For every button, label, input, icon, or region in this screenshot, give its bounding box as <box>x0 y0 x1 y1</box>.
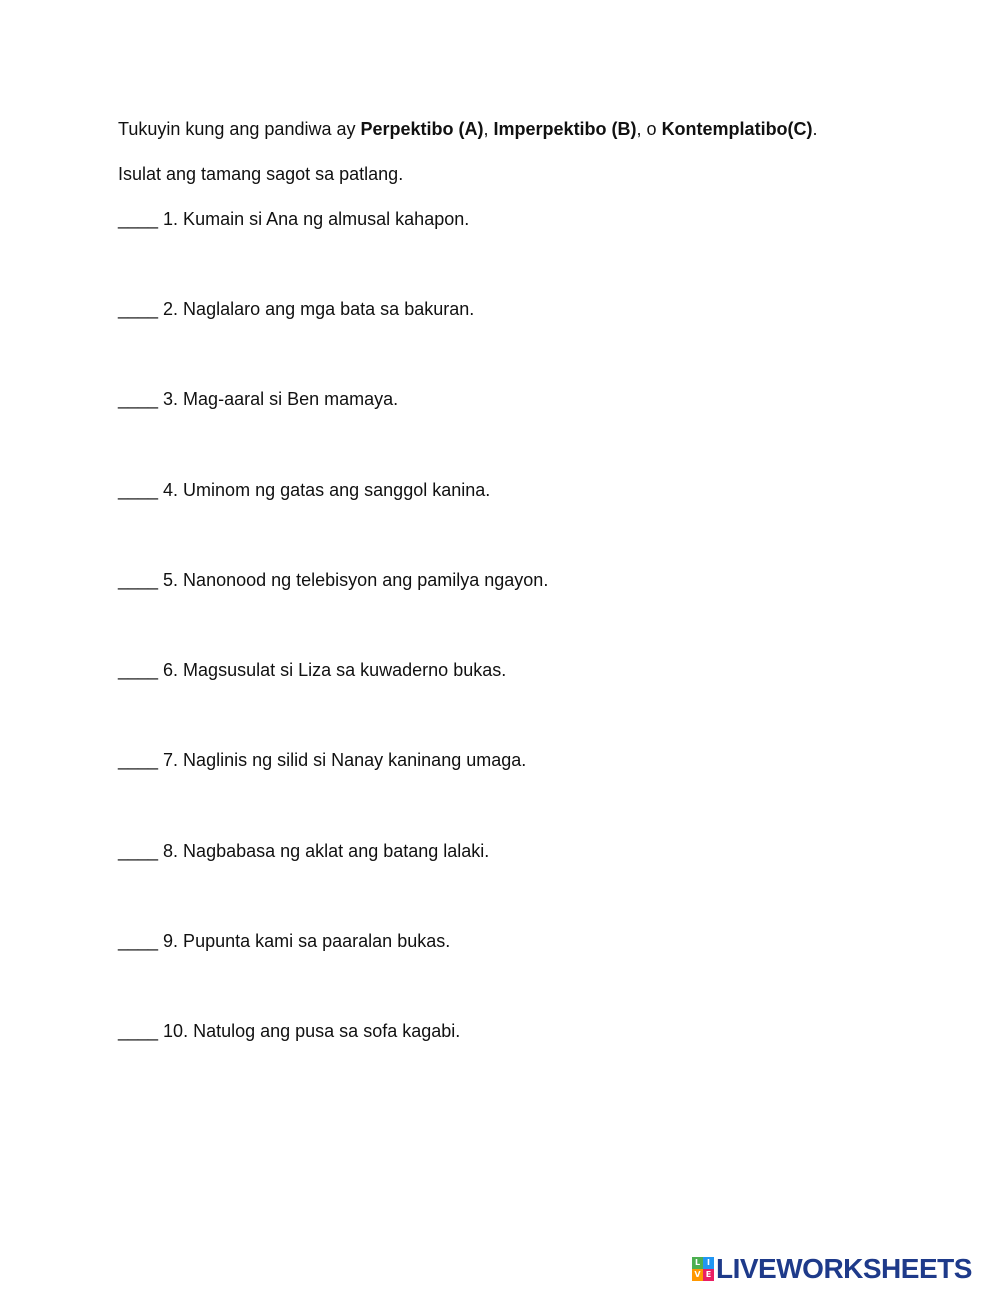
question-item-9: ____ 9. Pupunta kami sa paaralan bukas. <box>118 931 451 951</box>
question-item-2: ____ 2. Naglalaro ang mga bata sa bakuran. <box>118 299 475 319</box>
instruction-suffix: . <box>812 119 818 139</box>
instruction-separator-1: , <box>483 119 494 139</box>
option-b-label: Imperpektibo (B) <box>493 119 637 139</box>
question-item-10: ____ 10. Natulog ang pusa sa sofa kagabi. <box>118 1021 461 1041</box>
logo-icon-cell: E <box>703 1269 714 1281</box>
liveworksheets-logo-icon <box>692 1257 714 1281</box>
logo-icon-cell: I <box>703 1257 714 1269</box>
option-a-label: Perpektibo (A) <box>360 119 484 139</box>
logo-icon-cell: V <box>692 1269 703 1281</box>
sub-instruction: Isulat ang tamang sagot sa patlang. <box>118 164 404 184</box>
question-item-1: ____ 1. Kumain si Ana ng almusal kahapon. <box>118 209 470 229</box>
logo-icon-cell: L <box>692 1257 703 1269</box>
instruction-separator-2: , o <box>636 119 662 139</box>
question-item-3: ____ 3. Mag-aaral si Ben mamaya. <box>118 389 399 409</box>
option-c-label: Kontemplatibo(C) <box>661 119 813 139</box>
question-item-6: ____ 6. Magsusulat si Liza sa kuwaderno bukas. <box>118 660 507 680</box>
question-item-7: ____ 7. Naglinis ng silid si Nanay kaninang umaga. <box>118 750 527 770</box>
liveworksheets-logo <box>692 1254 972 1284</box>
instruction-prefix: Tukuyin kung ang pandiwa ay <box>118 119 361 139</box>
question-item-8: ____ 8. Nagbabasa ng aklat ang batang lalaki. <box>118 841 490 861</box>
logo-text: LIVEWORKSHEETS <box>716 1253 972 1284</box>
question-item-5: ____ 5. Nanonood ng telebisyon ang pamilya ngayon. <box>118 570 549 590</box>
instruction-line <box>118 118 818 140</box>
question-item-4: ____ 4. Uminom ng gatas ang sanggol kanina. <box>118 480 491 500</box>
